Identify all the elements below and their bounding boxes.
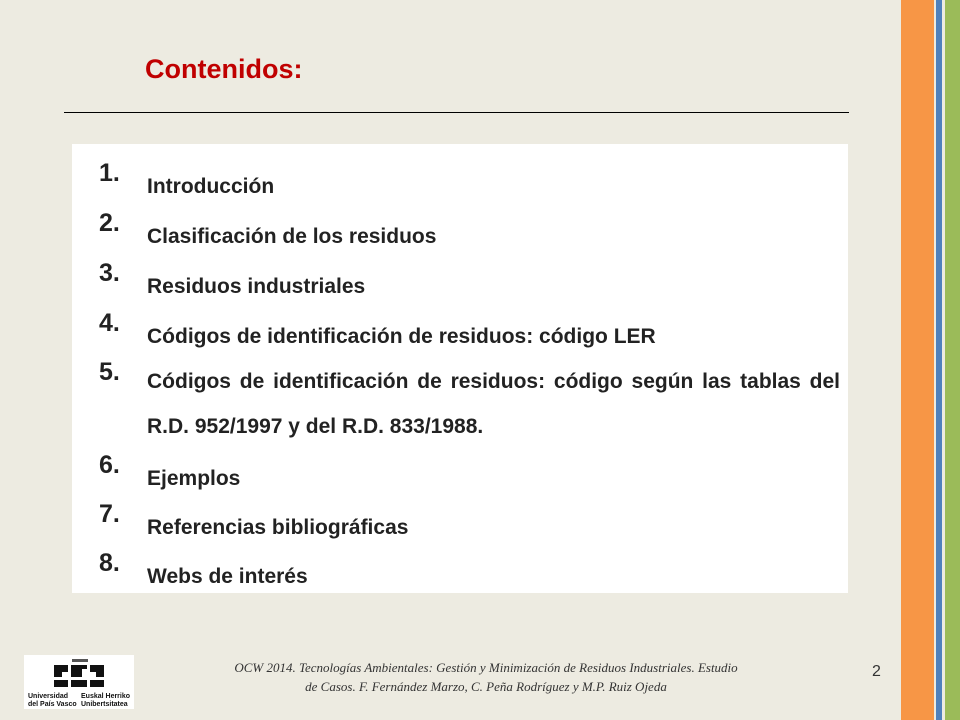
logo-text-right-1: Euskal Herriko [81, 693, 131, 700]
footer-citation-line: de Casos. F. Fernández Marzo, C. Peña Rodríguez y M.P. Ruiz Ojeda [305, 679, 667, 694]
decorative-stripe-orange [901, 0, 934, 720]
footer-citation [168, 658, 804, 696]
title-divider [64, 112, 849, 113]
toc-item-number: 1. [99, 159, 120, 187]
logo-text-left-2: del País Vasco [28, 701, 77, 708]
toc-item-text: Códigos de identificación de residuos: código LER [147, 325, 656, 348]
upv-ehu-emblem-icon [24, 655, 134, 709]
toc-item-text: Códigos de identificación de residuos: código según las tablas del R.D. 952/1997 y del R.D. 833/1988. [147, 370, 840, 438]
logo-text-right-2: Unibertsitatea [81, 701, 128, 708]
toc-item-number: 4. [99, 309, 120, 337]
decorative-stripe-green [945, 0, 960, 720]
toc-item-number: 6. [99, 451, 120, 479]
contents-box [72, 144, 848, 593]
toc-item-number: 2. [99, 209, 120, 237]
toc-item-text: Introducción [147, 175, 275, 198]
toc-item-number: 3. [99, 259, 120, 287]
toc-item-text: Webs de interés [147, 565, 308, 588]
toc-item-number: 8. [99, 549, 120, 577]
footer-citation-line: OCW 2014. Tecnologías Ambientales: Gestión y Minimización de Residuos Industriales. Estudio [234, 660, 738, 675]
toc-item-text: Clasificación de los residuos [147, 225, 437, 248]
toc-item-text: Ejemplos [147, 467, 241, 490]
toc-item-text: Residuos industriales [147, 275, 366, 298]
logo-text-left-1: Universidad [28, 693, 69, 700]
slide-title: Contenidos: [145, 54, 303, 84]
toc-item-text: Referencias bibliográficas [147, 516, 409, 539]
page-number: 2 [872, 663, 881, 680]
university-logo [24, 655, 134, 709]
toc-item-number: 5. [99, 358, 120, 386]
toc-item-number: 7. [99, 500, 120, 528]
